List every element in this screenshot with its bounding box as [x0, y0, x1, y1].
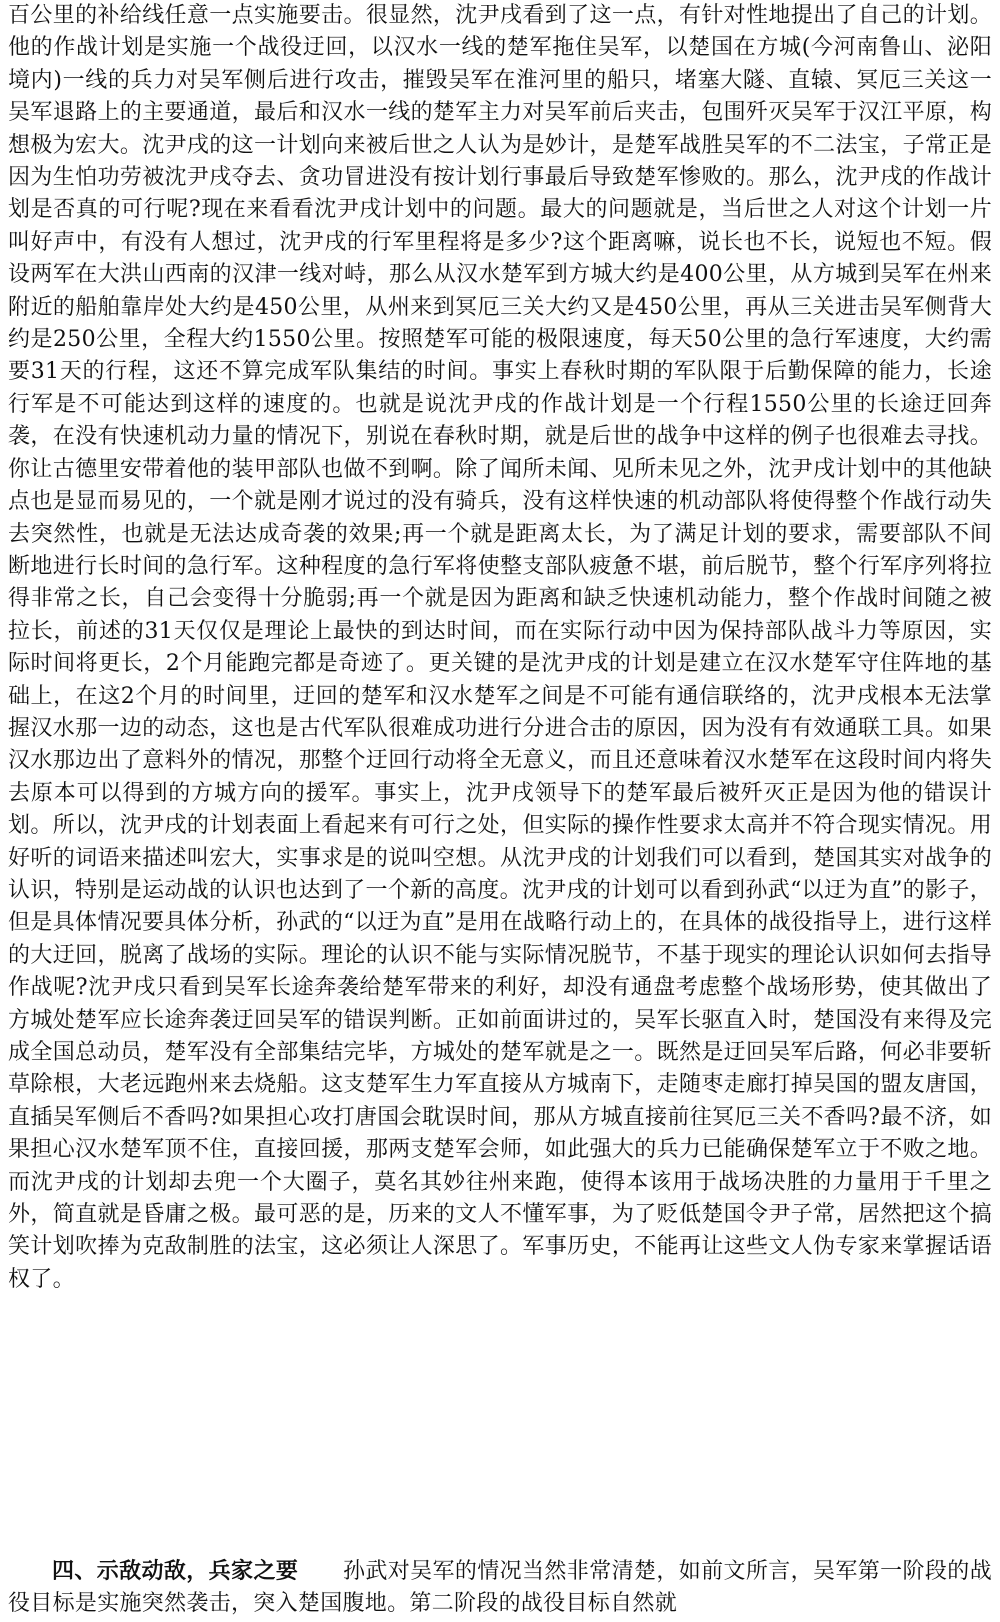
body-paragraph: 百公里的补给线任意一点实施要击。很显然，沈尹戌看到了这一点，有针对性地提出了自己的计划。他的作战计划是实施一个战役迂回，以汉水一线的楚军拖住吴军，以楚国在方城(今河南鲁山、泌阳境内)一线的兵力对吴军侧后进行攻击，摧毁吴军在淮河里的船只，堵塞大隧、直辕、冥厄三关这一吴军退路上的主要通道，最后和汉水一线的楚军主力对吴军前后夹击，包围歼灭吴军于汉江平原，构想极为宏大。沈尹戌的这一计划向来被后世之人认为是妙计，是楚军战胜吴军的不二法宝，子常正是因为生怕功劳被沈尹戌夺去、贪功冒进没有按计划行事最后导致楚军惨败的。那么，沈尹戌的作战计划是否真的可行呢?现在来看看沈尹戌计划中的问题。最大的问题就是，当后世之人对这个计划一片叫好声中，有没有人想过，沈尹戌的行军里程将是多少?这个距离嘛，说长也不长，说短也不短。假设两军在大洪山西南的汉津一线对峙，那么从汉水楚军到方城大约是400公里，从方城到吴军在州来附近的船舶靠岸处大约是450公里，从州来到冥厄三关大约又是450公里，再从三关进击吴军侧背大约是250公里，全程大约1550公里。按照楚军可能的极限速度，每天50公里的急行军速度，大约需要31天的行程，这还不算完成军队集结的时间。事实上春秋时期的军队限于后勤保障的能力，长途行军是不可能达到这样的速度的。也就是说沈尹戌的作战计划是一个行程1550公里的长途迂回奔袭，在没有快速机动力量的情况下，别说在春秋时期，就是后世的战争中这样的例子也很难去寻找。你让古德里安带着他的装甲部队也做不到啊。除了闻所未闻、见所未见之外，沈尹戌计划中的其他缺点也是显而易见的，一个就是刚才说过的没有骑兵，没有这样快速的机动部队将使得整个作战行动失去突然性，也就是无法达成奇袭的效果;再一个就是距离太长，为了满足计划的要求，需要部队不间断地进行长时间的急行军。这种程度的急行军将使整支部队疲惫不堪，前后脱节，整个行军序列将拉得非常之长，自己会变得十分脆弱;再一个就是因为距离和缺乏快速机动能力，整个作战时间随之被拉长，前述的31天仅仅是理论上最快的到达时间，而在实际行动中因为保持部队战斗力等原因，实际时间将更长，2个月能跑完都是奇迹了。更关键的是沈尹戌的计划是建立在汉水楚军守住阵地的基础上，在这2个月的时间里，迂回的楚军和汉水楚军之间是不可能有通信联络的，沈尹戌根本无法掌握汉水那一边的动态，这也是古代军队很难成功进行分进合击的原因，因为没有有效通联工具。如果汉水那边出了意料外的情况，那整个迂回行动将全无意义，而且还意味着汉水楚军在这段时间内将失去原本可以得到的方城方向的援军。事实上，沈尹戌领导下的楚军最后被歼灭正是因为他的错误计划。所以，沈尹戌的计划表面上看起来有可行之处，但实际的操作性要求太高并不符合现实情况。用好听的词语来描述叫宏大，实事求是的说叫空想。从沈尹戌的计划我们可以看到，楚国其实对战争的认识，特别是运动战的认识也达到了一个新的高度。沈尹戌的计划可以看到孙武“以迂为直”的影子，但是具体情况要具体分析，孙武的“以迂为直”是用在战略行动上的，在具体的战役指导上，进行这样的大迂回，脱离了战场的实际。理论的认识不能与实际情况脱节，不基于现实的理论认识如何去指导作战呢?沈尹戌只看到吴军长途奔袭给楚军带来的利好，却没有通盘考虑整个战场形势，使其做出了方城处楚军应长途奔袭迂回吴军的错误判断。正如前面讲过的，吴军长驱直入时，楚国没有来得及完成全国总动员，楚军没有全部集结完毕，方城处的楚军就是之一。既然是迂回吴军后路，何必非要斩草除根，大老远跑州来去烧船。这支楚军生力军直接从方城南下，走随枣走廊打掉吴国的盟友唐国，直插吴军侧后不香吗?如果担心攻打唐国会耽误时间，那从方城直接前往冥厄三关不香吗?最不济，如果担心汉水楚军顶不住，直接回援，那两支楚军会师，如此强大的兵力已能确保楚军立于不败之地。而沈尹戌的计划却去兜一个大圈子，莫名其妙往州来跑，使得本该用于战场决胜的力量用于千里之外，简直就是昏庸之极。最可恶的是，历来的文人不懂军事，为了贬低楚国令尹子常，居然把这个搞笑计划吹捧为克敌制胜的法宝，这必须让人深思了。军事历史，不能再让这些文人伪专家来掌握话语权了。 [8, 3, 992, 1292]
section-paragraph-text: 孙武对吴军的情况当然非常清楚，如前文所言，吴军第一阶段的战役目标是实施突然袭击，突入楚国腹地。第二阶段的战役目标自然就 [8, 1559, 992, 1617]
section-heading: 四、示敌动敌，兵家之要 [52, 1559, 299, 1584]
section-paragraph [8, 1556, 992, 1621]
document-page [8, 0, 992, 1617]
